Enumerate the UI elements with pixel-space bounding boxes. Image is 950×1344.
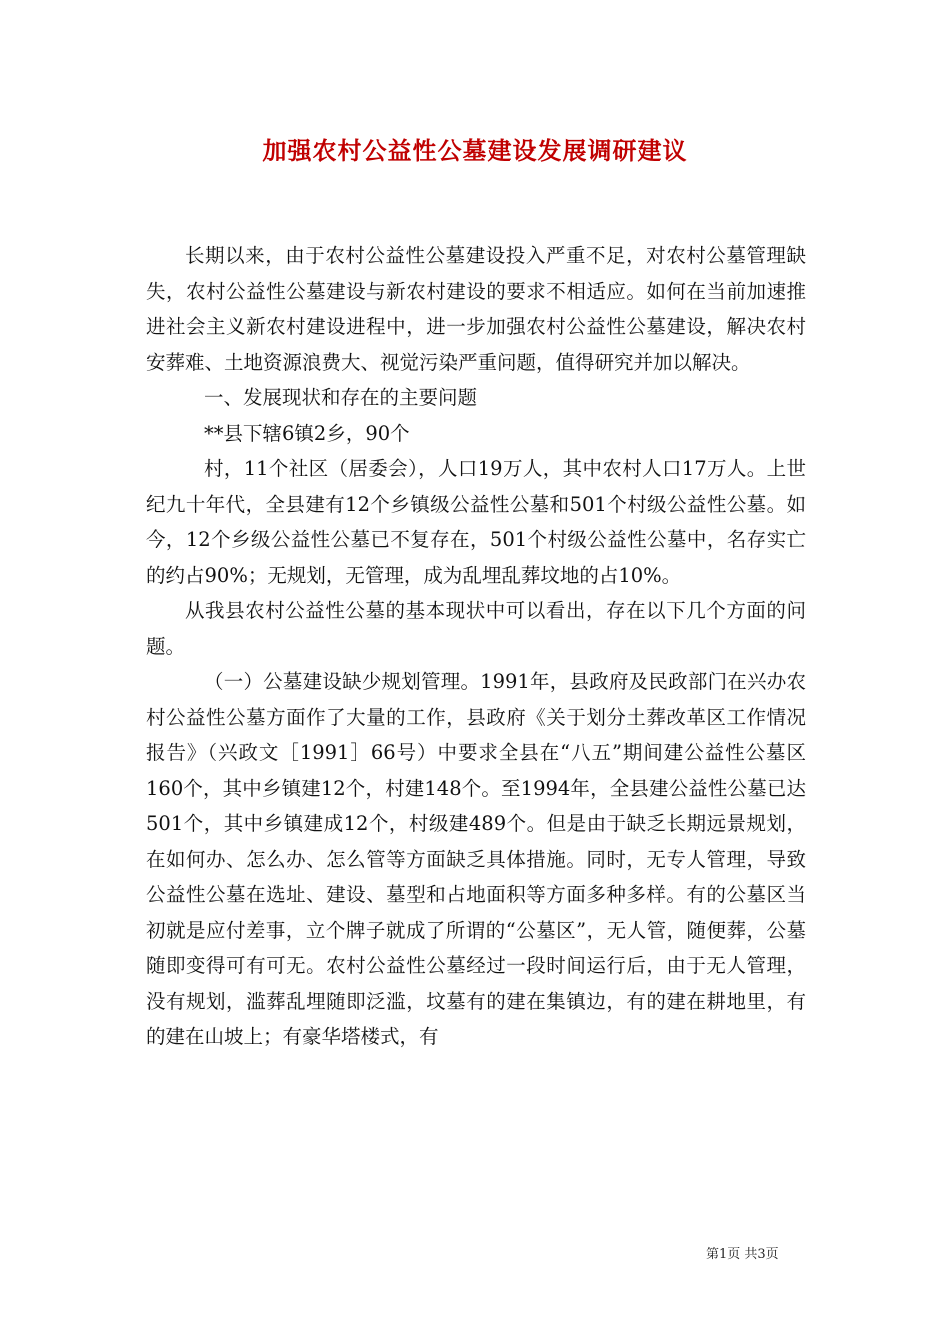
intro-paragraph: 长期以来，由于农村公益性公墓建设投入严重不足，对农村公墓管理缺失，农村公益性公墓建设与新农村建设的要求不相适应。如何在当前加速推进社会主义新农村建设进程中，进一步加强农村公益性公墓建设，解决农村安葬难、土地资源浪费大、视觉污染严重问题，值得研究并加以解决。 — [146, 244, 806, 374]
body-paragraph: （一）公墓建设缺少规划管理。1991年，县政府及民政部门在兴办农村公益性公墓方面作了大量的工作，县政府《关于划分土葬改革区工作情况报告》（兴政文［1991］66号）中要求全县在“八五”期间建公益性公墓区160个，其中乡镇建12个，村建148个。至1994年，全县建公益性公墓已达501个，其中乡镇建成12个，村级建489个。但是由于缺乏长期远景规划，在如何办、怎么办、怎么管等方面缺乏具体措施。同时，无专人管理，导致公益性公墓在选址、建设、墓型和占地面积等方面多种多样。有的公墓区当初就是应付差事，立个牌子就成了所谓的“公墓区”，无人管，随便葬，公墓随即变得可有可无。农村公益性公墓经过一段时间运行后，由于无人管理，没有规划，滥葬乱埋随即泛滥，坟墓有的建在集镇边，有的建在耕地里，有的建在山坡上；有豪华塔楼式，有 — [146, 670, 806, 1048]
body-paragraph: 从我县农村公益性公墓的基本现状中可以看出，存在以下几个方面的问题。 — [146, 599, 806, 658]
body-paragraph: 村，11个社区（居委会），人口19万人，其中农村人口17万人。上世纪九十年代，全县建有12个乡镇级公益性公墓和501个村级公益性公墓。如今，12个乡级公益性公墓已不复存在，501个村级公益性公墓中，名存实亡的约占90%；无规划，无管理，成为乱埋乱葬坟地的占10%。 — [146, 457, 806, 587]
document-title: 加强农村公益性公墓建设发展调研建议 — [262, 136, 688, 165]
page-number: 第1页 共3页 — [706, 1247, 779, 1262]
section-heading: 一、发展现状和存在的主要问题 — [204, 386, 478, 409]
body-paragraph: **县下辖6镇2乡，90个 — [204, 421, 410, 445]
document-body — [146, 238, 806, 1055]
